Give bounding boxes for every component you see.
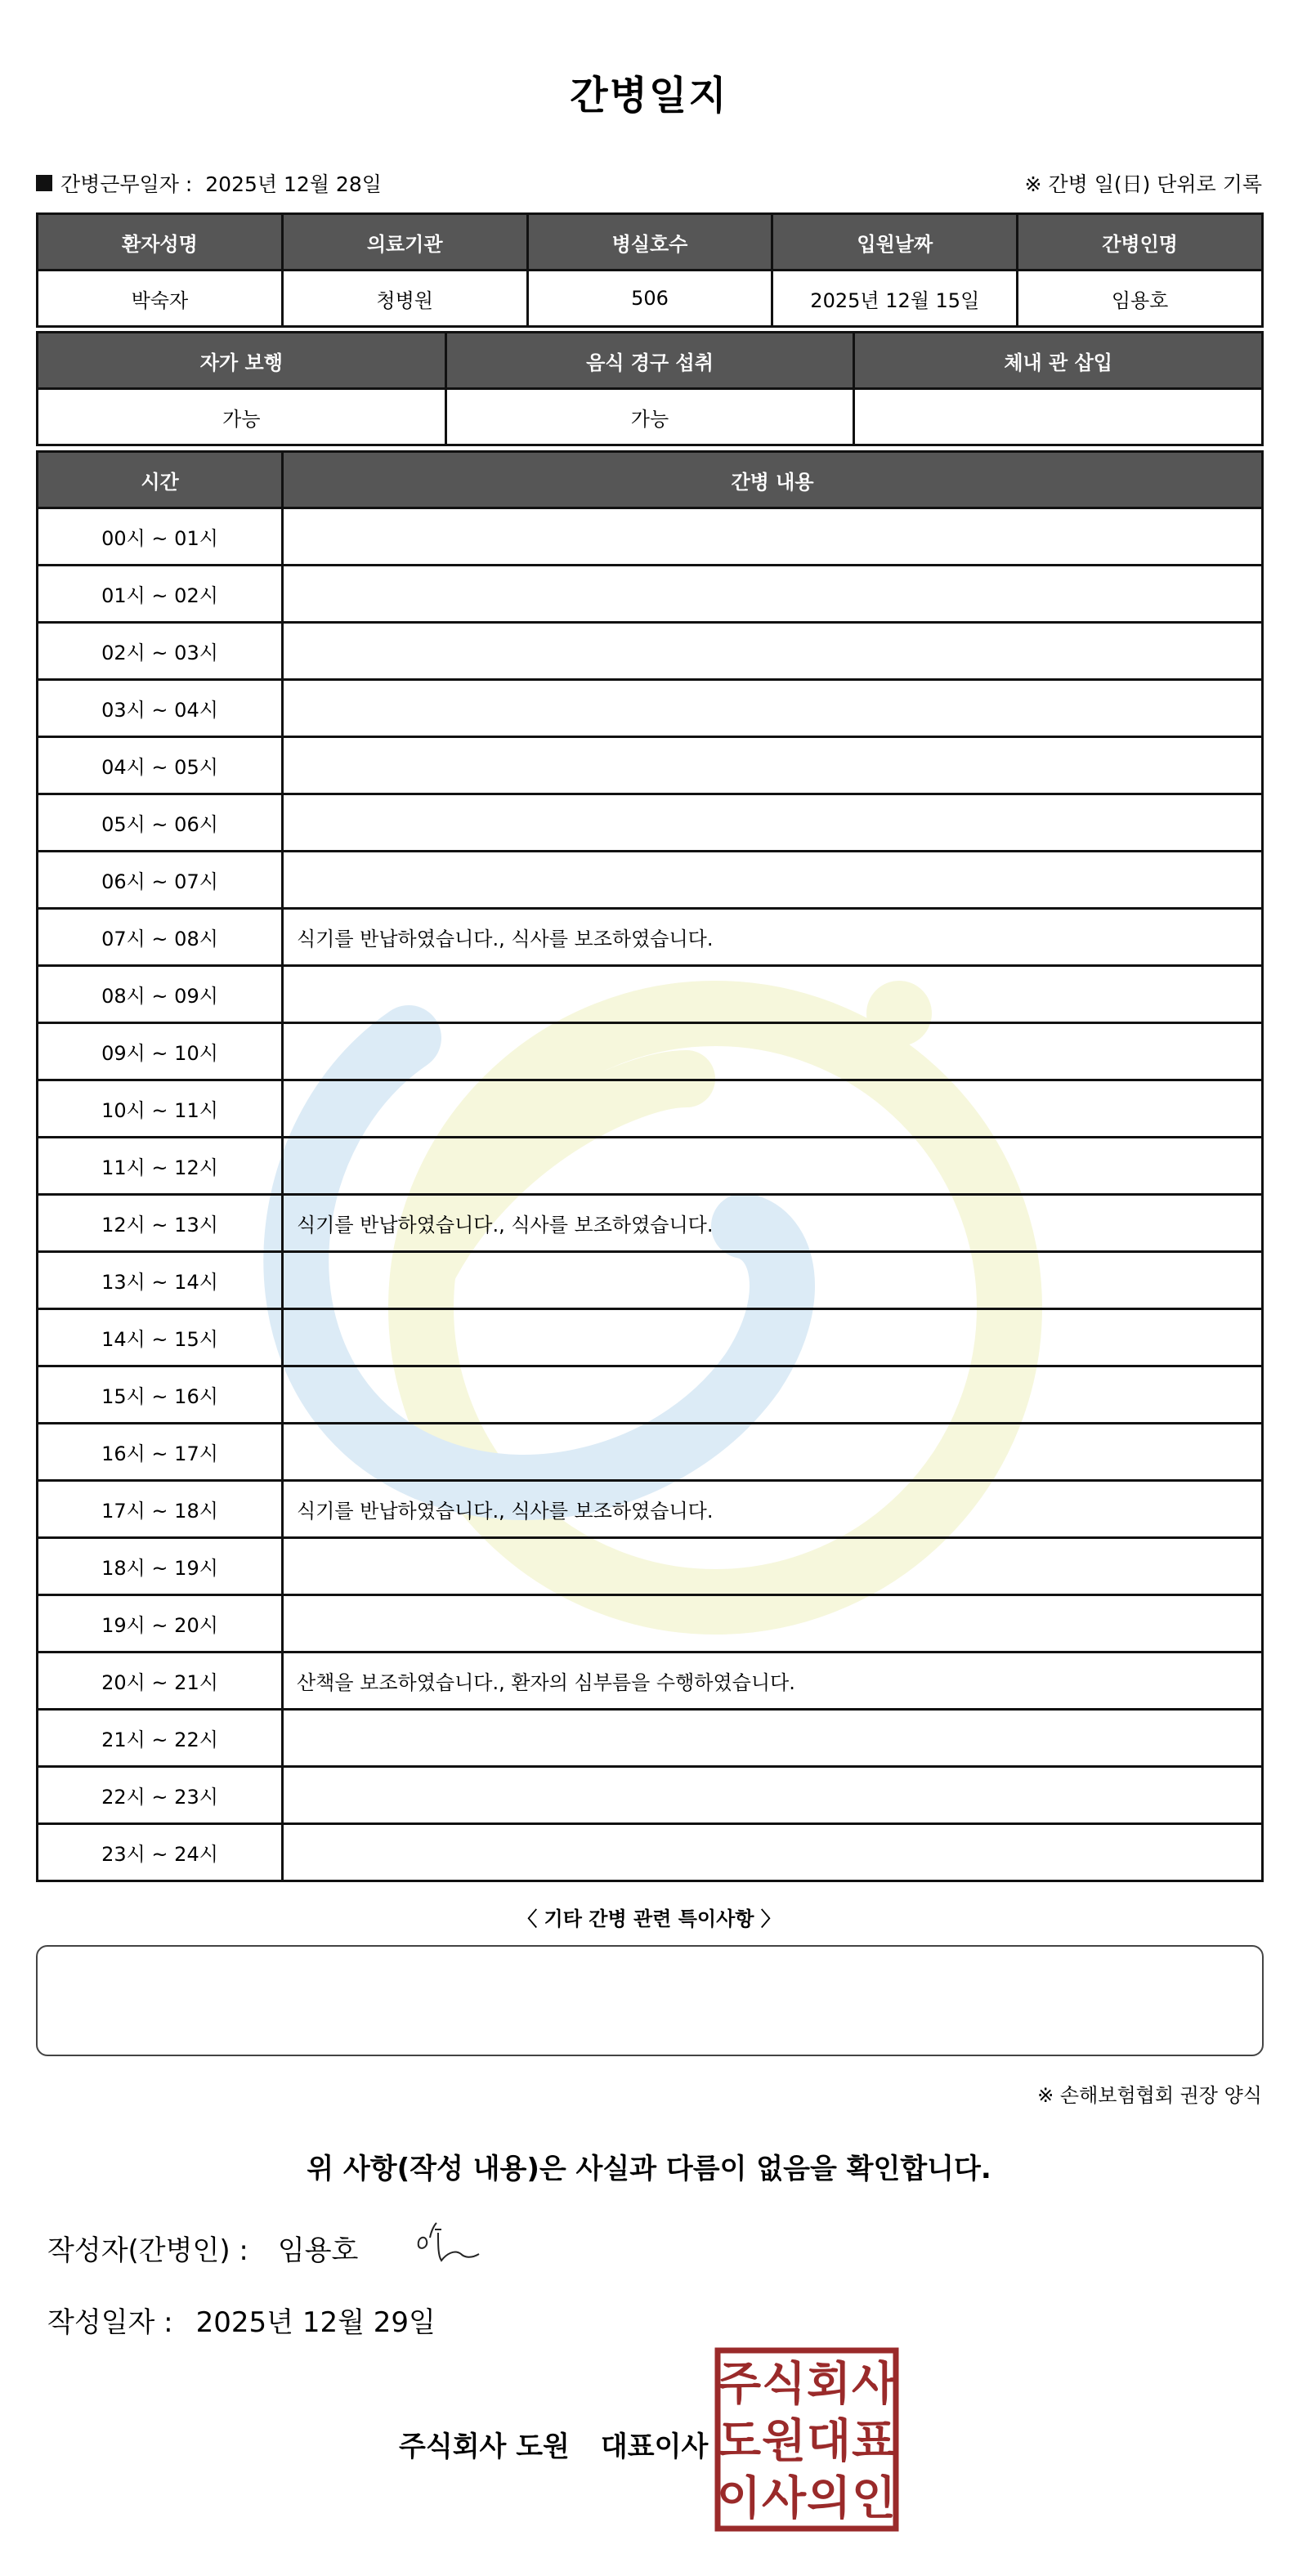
care-content — [283, 1710, 1263, 1767]
time-slot: 01시 ~ 02시 — [38, 566, 283, 623]
seal-glyph: 의 — [806, 2472, 852, 2525]
table-header-row — [38, 214, 1263, 271]
time-slot: 07시 ~ 08시 — [38, 909, 283, 966]
care-log-table — [36, 450, 1264, 1882]
table-row — [38, 1080, 1263, 1138]
time-slot: 11시 ~ 12시 — [38, 1138, 283, 1195]
company-name: 주식회사 도원 — [399, 2431, 570, 2463]
care-content — [283, 1424, 1263, 1481]
care-content — [283, 1138, 1263, 1195]
table-row — [38, 1138, 1263, 1195]
care-content — [283, 1023, 1263, 1080]
table-row — [38, 1366, 1263, 1424]
time-slot: 17시 ~ 18시 — [38, 1481, 283, 1538]
header-patient-name: 환자성명 — [38, 214, 283, 271]
care-content — [283, 852, 1263, 909]
care-content — [283, 1080, 1263, 1138]
time-slot: 19시 ~ 20시 — [38, 1595, 283, 1652]
table-row — [38, 966, 1263, 1023]
time-slot: 02시 ~ 03시 — [38, 623, 283, 680]
seal-glyph: 사 — [761, 2472, 807, 2525]
table-row — [38, 909, 1263, 966]
time-slot: 22시 ~ 23시 — [38, 1767, 283, 1824]
care-content — [283, 966, 1263, 1023]
special-notes-box — [36, 1945, 1264, 2056]
table-row — [38, 1824, 1263, 1881]
time-slot: 04시 ~ 05시 — [38, 737, 283, 794]
written-date-label: 작성일자 : — [47, 2306, 173, 2339]
time-slot: 23시 ~ 24시 — [38, 1824, 283, 1881]
header-tube-insertion: 체내 관 삽입 — [854, 333, 1263, 389]
room-number: 506 — [527, 271, 772, 327]
header-room-number: 병실호수 — [527, 214, 772, 271]
seal-glyph: 식 — [761, 2358, 807, 2411]
table-row — [38, 623, 1263, 680]
care-content — [283, 1366, 1263, 1424]
admission-date: 2025년 12월 15일 — [772, 271, 1018, 327]
seal-glyph: 대 — [806, 2415, 852, 2468]
table-row — [38, 1309, 1263, 1366]
table-row — [38, 566, 1263, 623]
time-slot: 08시 ~ 09시 — [38, 966, 283, 1023]
care-content — [283, 1767, 1263, 1824]
care-content — [283, 623, 1263, 680]
time-slot: 12시 ~ 13시 — [38, 1195, 283, 1252]
time-slot: 18시 ~ 19시 — [38, 1538, 283, 1595]
time-slot: 05시 ~ 06시 — [38, 794, 283, 852]
confirmation-statement: 위 사항(작성 내용)은 사실과 다름이 없음을 확인합니다. — [307, 2153, 991, 2185]
self-walking-value: 가능 — [38, 389, 446, 445]
seal-glyph: 사 — [851, 2358, 897, 2411]
table-row — [38, 1652, 1263, 1710]
header-care-content: 간병 내용 — [283, 452, 1263, 508]
seal-glyph: 이 — [716, 2472, 762, 2525]
seal-glyph: 주 — [716, 2358, 762, 2411]
time-slot: 09시 ~ 10시 — [38, 1023, 283, 1080]
writer-name: 임용호 — [277, 2234, 359, 2267]
tube-insertion-value — [854, 389, 1263, 445]
table-row — [38, 389, 1263, 445]
table-row — [38, 1767, 1263, 1824]
time-slot: 21시 ~ 22시 — [38, 1710, 283, 1767]
seal-glyph: 회 — [806, 2358, 852, 2411]
time-slot: 00시 ~ 01시 — [38, 508, 283, 566]
table-row — [38, 1481, 1263, 1538]
caregiver-name: 임용호 — [1018, 271, 1263, 327]
header-self-walking: 자가 보행 — [38, 333, 446, 389]
table-row — [38, 1538, 1263, 1595]
header-caregiver-name: 간병인명 — [1018, 214, 1263, 271]
table-row — [38, 1023, 1263, 1080]
time-slot: 03시 ~ 04시 — [38, 680, 283, 737]
header-oral-intake: 음식 경구 섭취 — [445, 333, 854, 389]
care-content — [283, 680, 1263, 737]
handwritten-signature — [414, 2213, 495, 2270]
page-title: 간병일지 — [570, 73, 728, 119]
table-row — [38, 1195, 1263, 1252]
table-row — [38, 852, 1263, 909]
written-date-line — [47, 2300, 436, 2340]
company-seal-stamp — [714, 2347, 899, 2532]
care-content — [283, 1595, 1263, 1652]
table-row — [38, 680, 1263, 737]
header-hospital: 의료기관 — [282, 214, 527, 271]
time-slot: 06시 ~ 07시 — [38, 852, 283, 909]
care-content — [283, 1824, 1263, 1881]
time-slot: 20시 ~ 21시 — [38, 1652, 283, 1710]
table-row — [38, 1595, 1263, 1652]
hospital-name: 청병원 — [282, 271, 527, 327]
work-date — [36, 168, 382, 198]
oral-intake-value: 가능 — [445, 389, 854, 445]
table-header-row — [38, 452, 1263, 508]
care-content — [283, 508, 1263, 566]
writer-label: 작성자(간병인) : — [47, 2234, 248, 2267]
care-content — [283, 1538, 1263, 1595]
recommended-form-note: ※ 손해보험협회 권장 양식 — [1037, 2084, 1262, 2107]
time-slot: 13시 ~ 14시 — [38, 1252, 283, 1309]
care-content — [283, 1309, 1263, 1366]
header-time: 시간 — [38, 452, 283, 508]
representative-title: 대표이사 — [600, 2431, 709, 2463]
care-content: 식기를 반납하였습니다., 식사를 보조하였습니다. — [283, 1195, 1263, 1252]
time-slot: 16시 ~ 17시 — [38, 1424, 283, 1481]
care-content — [283, 566, 1263, 623]
table-row — [38, 1424, 1263, 1481]
table-row — [38, 737, 1263, 794]
daily-record-note: ※ 간병 일(日) 단위로 기록 — [1024, 172, 1262, 196]
care-content: 식기를 반납하였습니다., 식사를 보조하였습니다. — [283, 909, 1263, 966]
patient-status-table — [36, 331, 1264, 446]
written-date-value: 2025년 12월 29일 — [195, 2306, 436, 2339]
care-content — [283, 794, 1263, 852]
work-date-value: 2025년 12월 28일 — [205, 172, 382, 196]
table-row — [38, 1252, 1263, 1309]
care-content — [283, 737, 1263, 794]
seal-glyph: 표 — [851, 2415, 897, 2468]
table-row — [38, 508, 1263, 566]
care-content — [283, 1252, 1263, 1309]
seal-glyph: 원 — [761, 2415, 807, 2468]
work-date-label: 간병근무일자 : — [60, 172, 193, 196]
header-admission-date: 입원날짜 — [772, 214, 1018, 271]
square-bullet-icon — [36, 175, 52, 191]
seal-glyph: 도 — [716, 2415, 762, 2468]
care-content: 식기를 반납하였습니다., 식사를 보조하였습니다. — [283, 1481, 1263, 1538]
seal-glyph: 인 — [851, 2472, 897, 2525]
table-header-row — [38, 333, 1263, 389]
care-content: 산책을 보조하였습니다., 환자의 심부름을 수행하였습니다. — [283, 1652, 1263, 1710]
time-slot: 10시 ~ 11시 — [38, 1080, 283, 1138]
table-row — [38, 271, 1263, 327]
table-row — [38, 794, 1263, 852]
notes-title: 〈 기타 간병 관련 특이사항 〉 — [517, 1907, 781, 1930]
writer-line — [47, 2228, 358, 2268]
company-line — [399, 2424, 708, 2464]
meta-row — [36, 167, 1262, 199]
time-slot: 14시 ~ 15시 — [38, 1309, 283, 1366]
table-row — [38, 1710, 1263, 1767]
patient-info-table — [36, 212, 1264, 328]
patient-name: 박숙자 — [38, 271, 283, 327]
time-slot: 15시 ~ 16시 — [38, 1366, 283, 1424]
care-log-body — [38, 508, 1263, 1881]
